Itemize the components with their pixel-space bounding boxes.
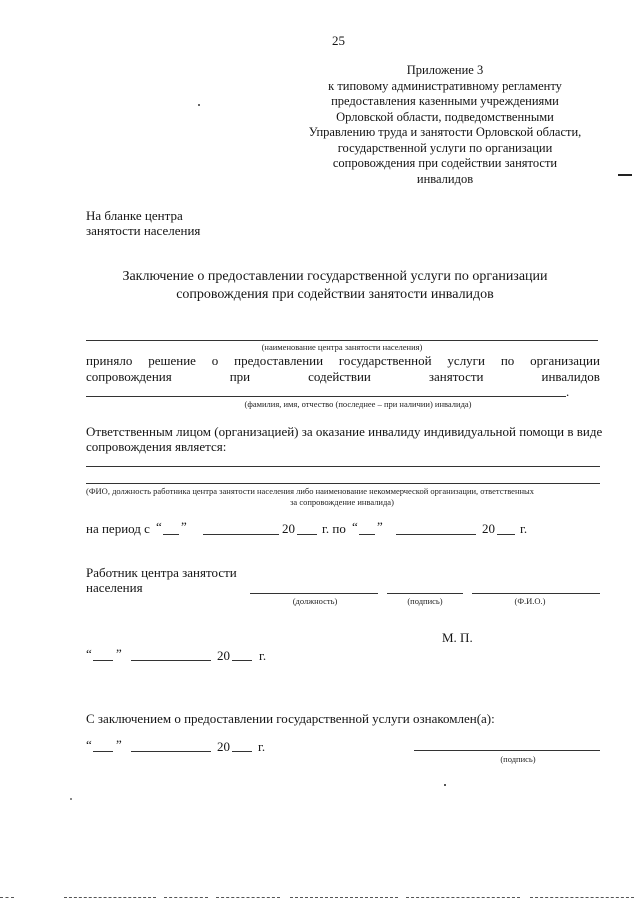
worker-signature-line	[387, 593, 463, 594]
title-line: Заключение о предоставлении государственной услуги по организации	[122, 269, 548, 284]
date-day-blank-2	[93, 751, 113, 752]
word: государственной	[338, 353, 432, 368]
appendix-title: Приложение 3	[406, 63, 484, 77]
date-open-quote-2: “	[86, 737, 92, 752]
worker-name-caption: (Ф.И.О.)	[514, 596, 546, 606]
worker-label-line: населения	[86, 580, 143, 595]
worker-label-line: Работник центра занятости	[86, 565, 237, 580]
date-close-quote: ”	[116, 646, 122, 661]
period-close-quote: ”	[181, 519, 187, 534]
scan-dot	[444, 784, 446, 786]
appendix-line: сопровождения при содействии занятости	[332, 156, 558, 170]
letterhead-line: На бланке центра	[86, 208, 183, 223]
date-year-prefix-2: 20	[217, 739, 230, 754]
scan-edge-dash	[64, 897, 156, 898]
decision-line-1	[86, 353, 600, 368]
stamp-label: М. П.	[442, 630, 473, 645]
period-month-blank	[203, 534, 279, 535]
word: при	[229, 369, 251, 384]
document-title	[90, 268, 580, 304]
word: организации	[530, 353, 600, 368]
word: о	[211, 353, 219, 368]
word: услуги	[447, 353, 485, 368]
word: занятости	[428, 369, 484, 384]
date-suffix: г.	[259, 648, 267, 663]
period-open-quote: “	[156, 519, 162, 534]
date-year-blank-2	[232, 751, 252, 752]
period-open-quote-2: “	[352, 519, 358, 534]
letterhead-line: занятости населения	[86, 223, 201, 238]
responsible-text-line: сопровождения является:	[86, 439, 227, 454]
date-month-blank-2	[131, 751, 211, 752]
responsible-text-line: Ответственным лицом (организацией) за оказание инвалиду индивидуальной помощи в виде	[86, 424, 603, 439]
word: предоставлении	[234, 353, 324, 368]
period-close-quote-2: ”	[377, 519, 383, 534]
date-close-quote-2: ”	[116, 737, 122, 752]
worker-name-line	[472, 593, 600, 594]
period-year-blank	[297, 534, 317, 535]
word: сопровождения	[86, 369, 172, 384]
scan-edge-dash	[164, 897, 208, 898]
applicant-signature-caption: (подпись)	[500, 754, 536, 764]
worker-signature-caption: (подпись)	[407, 596, 443, 606]
page-number: 25	[332, 33, 345, 48]
period-day-blank-2	[359, 534, 375, 535]
scan-dot	[70, 798, 72, 800]
worker-position-line	[250, 593, 378, 594]
responsible-caption: (ФИО, должность работника центра занятости населения либо наименование некоммерческой организации, ответственных	[86, 486, 534, 496]
scan-edge-dash	[406, 897, 520, 898]
appendix-line: инвалидов	[416, 171, 474, 186]
period-year-blank-2	[497, 534, 515, 535]
scan-edge-dash	[290, 897, 398, 898]
center-name-caption: (наименование центра занятости населения)	[261, 342, 423, 352]
appendix-block	[300, 63, 590, 187]
period-day-blank	[163, 534, 179, 535]
appendix-line: к типовому административному регламенту	[328, 78, 562, 93]
date-year-prefix: 20	[217, 648, 230, 663]
period-year-prefix-2: 20	[482, 521, 495, 536]
period-month-blank-2	[396, 534, 476, 535]
date-day-blank	[93, 660, 113, 661]
person-name-line	[86, 396, 566, 397]
appendix-line: Орловской области, подведомственными	[336, 109, 554, 124]
scan-edge-dash	[530, 897, 634, 898]
appendix-line: Управлению труда и занятости Орловской области,	[308, 125, 582, 139]
word: по	[500, 353, 515, 368]
date-open-quote: “	[86, 646, 92, 661]
period-to-label: г. по	[322, 521, 346, 536]
scan-dot	[198, 104, 200, 106]
appendix-line: государственной услуги по организации	[337, 140, 553, 155]
period-year-suffix: г.	[520, 521, 528, 536]
period-label: на период с	[86, 521, 150, 536]
decision-line-2	[86, 369, 600, 384]
responsible-line	[86, 483, 600, 484]
responsible-line	[86, 466, 600, 467]
worker-position-caption: (должность)	[292, 596, 338, 606]
title-line: сопровождения при содействии занятости инвалидов	[176, 287, 494, 302]
responsible-caption: за сопровождение инвалида)	[290, 497, 394, 507]
word: содействии	[308, 369, 371, 384]
scan-edge-dash	[216, 897, 280, 898]
center-name-line	[86, 340, 598, 341]
person-name-caption: (фамилия, имя, отчество (последнее – при наличии) инвалида)	[244, 399, 472, 409]
scan-mark	[618, 174, 632, 176]
date-year-blank	[232, 660, 252, 661]
applicant-signature-line	[414, 750, 600, 751]
appendix-line: предоставления казенными учреждениями	[331, 94, 559, 108]
word: решение	[148, 353, 196, 368]
date-suffix-2: г.	[258, 739, 266, 754]
word: приняло	[86, 353, 133, 368]
date-month-blank	[131, 660, 211, 661]
period-year-prefix: 20	[282, 521, 295, 536]
word: инвалидов	[541, 369, 600, 384]
acknowledge-text: С заключением о предоставлении государственной услуги ознакомлен(а):	[86, 711, 495, 726]
scan-edge-dash	[0, 897, 14, 898]
period-dot: .	[566, 384, 570, 399]
